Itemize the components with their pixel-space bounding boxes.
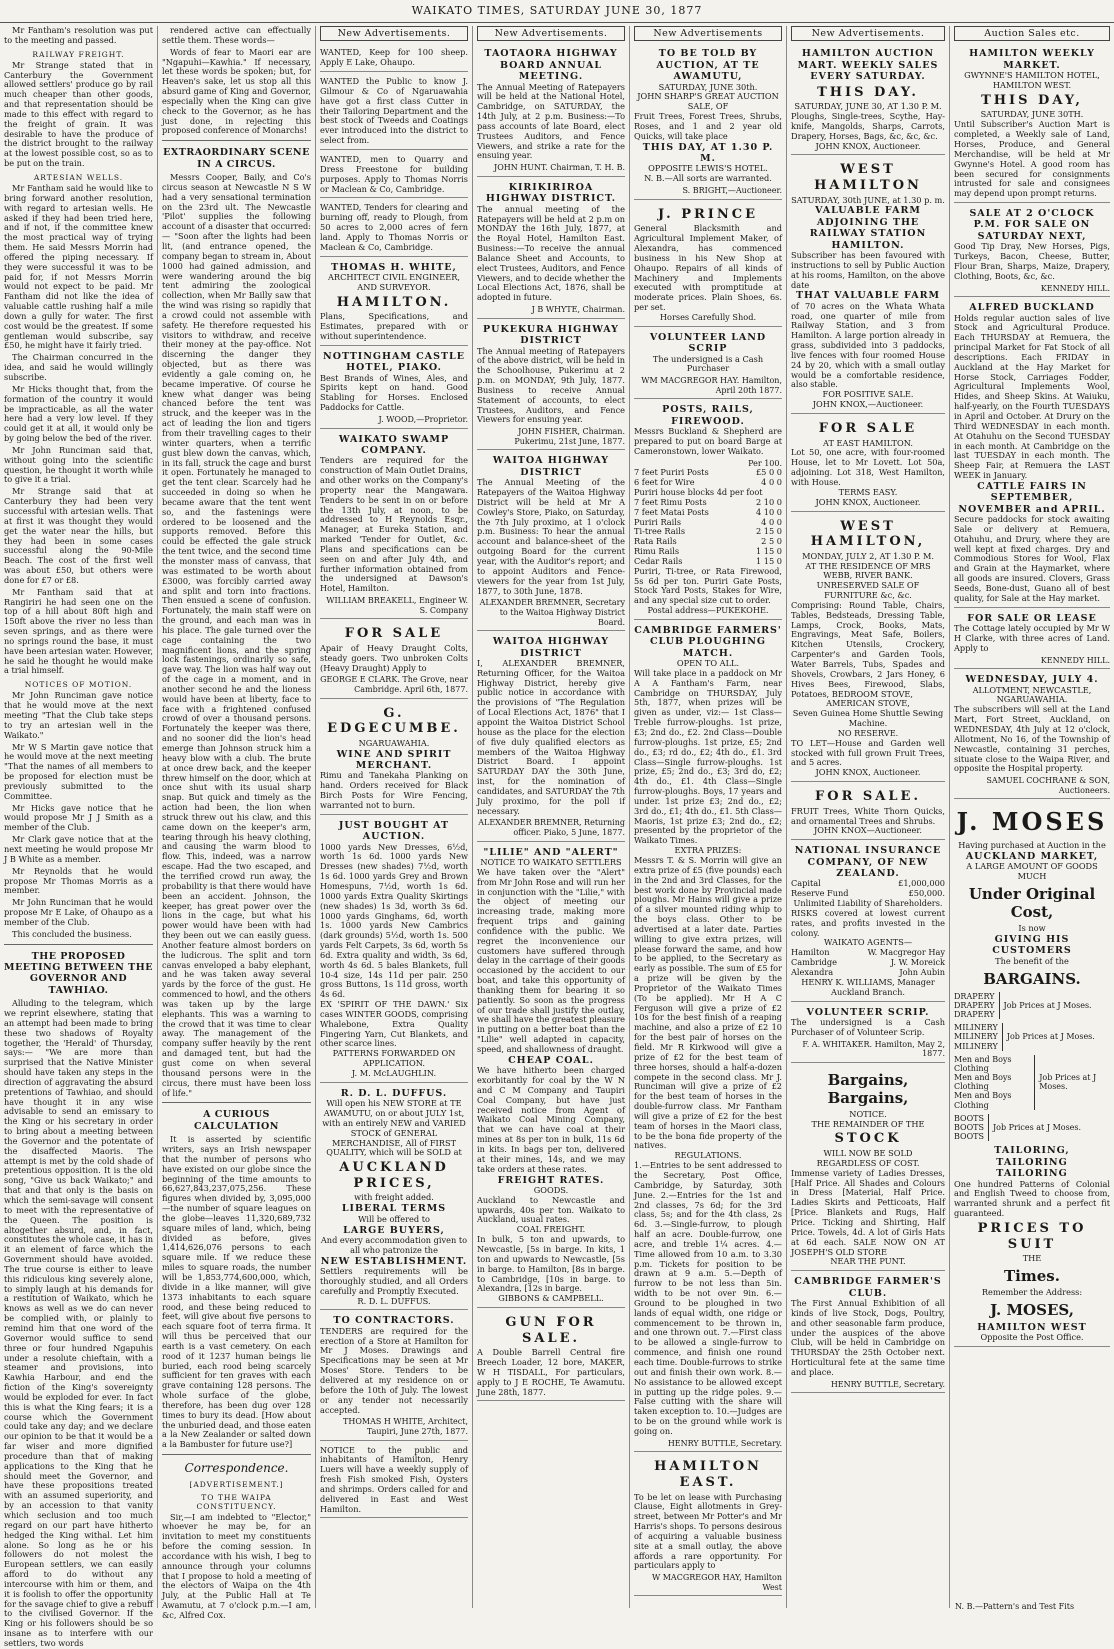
article-paragraph: Mr Fantham said that at Rangiriri he had seen one on the top of a hill about 80ft high and 150ft above the river no less than seven springs, and as there were no springs round the base, it must have been artesian water. However, he said he thought he would make a trial himself.	[4, 586, 153, 676]
advertisement: PUKEKURA HIGHWAY DISTRICT The Annual meeting of Ratepayers of the above district, will be held in the Schoolhouse, Pukerimu at 2 p.m. on MONDAY, 9th July, 1877. Business to receive Annual Statement of accounts, to elect Trustees, Auditors, and Fence Viewers for ensuing year. JOHN FISHER, Chairman. Pukerimu, 21st June, 1877.	[477, 321, 625, 451]
capital-list	[791, 879, 945, 899]
advertisement: WEST HAMILTON SATURDAY, 30th JUNE, at 1.30 p. m. VALUABLE FARM ADJOINING THE RAILWAY STATION HAMILTON. Subscriber has been favoured with instructions to sell by Public Auction at his rooms, Hamilton, on the above date THAT VALUABLE FARM of 70 acres on the Whata Whata road, one quarter of mile from Railway Station, and 3 from Hamilton. A large portion already in grass, subdivided into 3 paddocks, live fences with four roomed House 24 by 20, which with a small outlay would be a comfortable residence, also stable. FOR POSITIVE SALE. JOHN KNOX,—Auctioneer.	[791, 157, 945, 414]
agents-list	[791, 948, 945, 978]
ad-title: THOMAS H. WHITE,	[331, 261, 457, 273]
advertisement: WANTED, Tenders for clearing and burning off, ready to Plough, from 50 acres to 2,000 acres of fern land. Apply to Thomas Norris or Maclean & Co, Cambridge.	[320, 200, 468, 256]
ad-title: FOR SALE.	[815, 789, 921, 805]
ad-title: FOR SALE OR LEASE	[967, 612, 1097, 624]
column-heading: New Advertisements.	[791, 26, 945, 41]
ad-title: "LILIE" AND "ALERT"	[483, 846, 619, 858]
article-paragraph: It is asserted by scientific writers, says an Irish newspaper that the number of persons who have existed on our globe since the beginning of the time amounts to 66,627,843,237,075,256. These figures when divided by, 3,095,000—the number of square leagues on the globe—leaves 11,320,689,732 square miles of land, which, being divided as before, gives 1,414,626,076 persons to each square mile. If we reduce these miles to square roads, the number will be 1,853,774,600,000, which, divide in a like manner, will give 1373 inhabitants to each square rood, and these being reduced to feet, will give about five persons to each square foot of terra firma. It will thus be perceived that our earth is a vast cemetery. On each rood of it 1237 human beings lie buried, each rood being scarcely sufficient for ten graves with each grave containing 128 persons. The whole surface of the globe, therefore, has been dug over 128 times to bury its dead. [How about the unburied dead, and those eaten a la New Zealander or salted down a la Bambuster for future use?]	[162, 1134, 311, 1450]
advertisement: WEDNESDAY, JULY 4. ALLOTMENT, NEWCASTLE, NGARUAWAHIA. The subscribers will sell at the Land Mart, Fort Street, Auckland, on WEDNESDAY, 4th July at 12 o'clock, Allotment, No 16, of the Township of Newcastle, containing 31 perches, situate close to the Waipa River, and opposite the Hospital property. SAMUEL COCHRANE & SON, Auctioneers.	[954, 671, 1110, 799]
column-5	[630, 26, 787, 1608]
advertisement: FOR SALE OR LEASE The Cottage lately occupied by Mr W H Clarke, with three acres of Land. Apply to KENNEDY HILL.	[954, 610, 1110, 670]
price-groups	[954, 992, 1110, 1142]
advertisement: NATIONAL INSURANCE COMPANY, OF NEW ZEALAND. Capital £1,000,000 Reserve Fund £50,000. Unlimited Liability of Shareholders. RISKS covered at lowest current rates, and profits invested in the colony. WAIKATO AGENTS— Hamilton W. Macgregor Hay Cambridge J. W. Moreick Alexandra John Aubin HENRY K. WILLIAMS, Manager Auckland Branch.	[791, 842, 945, 1001]
advertisement: TAOTAORA HIGHWAY BOARD ANNUAL MEETING. The Annual Meeting of Ratepayers will be held at the National Hotel, Cambridge, on SATURDAY, the 14th July, at 2 p.m. Business:—To pass accounts of late Board, elect Trustees Auditors, and Fence Viewers, and strike a rate for the ensuing year. JOHN HUNT. Chairman, T. H. B.	[477, 45, 625, 177]
article-paragraph: Sir,—I am indebted to "Elector," whoever he may be, for an invitation to meet my constituents before the coming session. In accordance with his wish, I beg to announce through your columns that I propose to hold a meeting of the electors of Waipa on the 4th July, at the Public Hall at Te Awamutu, at 7 o'clock p.m.—I am, &c, Alfred Cox.	[162, 1511, 311, 1620]
agent-row: Hamilton W. Macgregor Hay	[791, 947, 945, 958]
advertisement: HAMILTON EAST. To be let on lease with Purchasing Clause, Eight allotments in Grey-street, between Mr Potter's and Mr Harris's shops. To persons desirous of acquiring a valuable business site at a small outlay, the above affords a rare opportunity. For particulars apply to W MACGREGOR HAY, Hamilton West	[634, 1454, 782, 1596]
subheading: TO THE WAIPA CONSTITUENCY.	[196, 1492, 277, 1511]
ad-title: PUKEKURA HIGHWAY DISTRICT	[483, 323, 619, 347]
advertisement: FOR SALE AT EAST HAMILTON. Lot 50, one acre, with four-roomed House, let to Mr Lovett. Lot 50a, adjoining. Lot 318, West Hamilton, with House. TERMS EASY. JOHN KNOX, Auctioneer.	[791, 416, 945, 512]
ad-title: R. D. L. DUFFUS.	[340, 1087, 448, 1099]
column-heading: New Advertisements.	[320, 26, 468, 41]
ad-title: TAOTAORA HIGHWAY BOARD ANNUAL MEETING.	[484, 48, 618, 83]
advertisement: NOTICE to the public and inhabitants of Hamilton, Henry Luers will have a weekly supply of fresh Fish smoked Fish, Oysters and shrimps. Orders called for and delivered in East and West Hamilton.	[320, 1443, 468, 1519]
article-title: THE PROPOSED MEETING BETWEEN THE GOVERNOR AND TAWHIAO.	[4, 950, 153, 996]
ad-title: TO CONTRACTORS.	[333, 1315, 455, 1327]
advertisement: SALE AT 2 O'CLOCK P.M. FOR SALE ON SATURDAY NEXT, Good Tip Dray, New Horses, Pigs, Turkeys, Bacon, Cheese, Butter, Flour Bran, Sharps, Maize, Drapery, Clothing, Boots, &c, &c. KENNEDY HILL.	[954, 205, 1110, 297]
article-paragraph: Mr Reynolds that he would propose Mr Thomas Morris as a member.	[4, 865, 153, 896]
ad-title: WAITOA HIGHWAY DISTRICT	[492, 455, 610, 478]
advertisement: GUN FOR SALE. A Double Barrell Central fire Breech Loader, 12 bore, MAKER, W H TISDALL, For particulars, apply to J E ROCHE, Te Awamutu. June 28th, 1877.	[477, 1310, 625, 1401]
ad-title: JUST BOUGHT AT AUCTION.	[338, 819, 450, 843]
article-title: A CURIOUS CALCULATION	[194, 1109, 279, 1132]
price-row: 7 feet Puriri Posts £5 0 0	[634, 467, 782, 478]
column-1	[0, 25, 158, 1648]
price-row: 6 feet for Wire 4 0 0	[634, 477, 782, 488]
price-group: BOOTS BOOTS BOOTS Job Prices at J Moses.	[954, 1113, 1082, 1142]
subheading: NOTICES OF MOTION.	[24, 680, 133, 690]
advertisement: J. PRINCE General Blacksmith and Agricultural Implement Maker, of Alexandra, has commenced business in his New Shop at Ohaupo. Repairs of all kinds of Machinery and Implements executed with promptitude at moderate prices. Plain Shoes, 6s. per set. Horses Carefully Shod.	[634, 202, 782, 327]
column-2	[158, 25, 316, 1620]
price-group: Men and Boys Clothing Men and Boys Clothing Men and Boys Clothing Job Prices at J Moses.	[954, 1054, 1097, 1110]
advertisement: CAMBRIDGE FARMERS' CLUB PLOUGHING MATCH. OPEN TO ALL. Will take place in a paddock on Mr A A Fantham's Farm, near Cambridge on THURSDAY, July 5th, 1877, when prizes will be given as under, viz:— 1st Class—Treble furrow-ploughs. 1st prize, £3; 2nd do., £2. 2nd Class—Double furrow-ploughs. 1st prize, £5; 2nd do., £3; rd do., £2; 4th do., £1. 3rd Class—Single furrow-ploughs. 1st prize, £5; 2nd do., £3; 3rd do, £2; 4th do., £1. 4th Class—Single furrow-ploughs. Boys, 17 years and under. 1st prize £3; 2nd do., £2; 3rd do., £1; 4th do., £1. 5th Class—Maoris, 1st prize £3; 2nd do., £2; presented by the proprietor of the Waikato Times. EXTRA PRIZES: Messrs T. & S. Morrin will give an extra prize of £5 (five pounds) each in the 2nd and 3rd Classes, for the best work done by Provincial made ploughs. Mr Hains will give a prize of a silver mounted riding whip to the boys class. Other to be advertised at a later date. Parties willing to give extra prizes, will please forward the same, and how to be applied, to the Secretary as early as possible. The sum of £5 for a prize will be given by the Proprietor of the Waikato Times (To be applied). Mr H A C Ferguson will give a prize of £2 10s for the best finish of a reaping machine, and also a prize of £2 10 for the best pair of horses on the field. Mr R Kirkwood will give a prize of £2 for the best team of three horses, should a half-a-dozen compete in the second class. Mr J. Runciman will give a prize of £2 for the best team of horses in the double-furrow class. Mr Fantham will give a prize of £2 for the best team of horses in the Maori class, to be the bona fide property of the natives. REGULATIONS. 1.—Entries to be sent addressed to the Secretary, Post Office, Cambridge, by Saturday, 30th June. 2.—Entries for the 1st and 2nd classes, 7s 6d; for the 3rd class, 5s; and for the 4th class, 2s 6d. 3.—Single-furrow, to plough half an acre. Double-furrow, one acre, and treble 1¼ acres. 4.—Time allowed from 10 a.m. to 3.30 p.m. Tickets for position to be drawn at 9 a.m. 5.—Depth of furrow to be not less than 5in. width to be not over 9in. 6.—Ground to be ploughed in two lands of equal width, one ridge or commencement to be thrown in, and one thrown out. 7.—First class to be allowed a single-furrow to commence, and finish one round each time. Double-furrows to strike out and finish their own work. 8.—No assistance to be allowed except in putting up the ridge poles. 9.—False cutting with the share will taken exception to. 10.—Judges are to be on the ground while work is going on. HENRY BUTTLE, Secretary.	[634, 622, 782, 1452]
advertisement: FOR SALE. FRUIT Trees, White Thorn Quicks, and ornamental Trees and Shrubs. JOHN KNOX—Auctioneer.	[791, 784, 945, 840]
advertisement: CAMBRIDGE FARMER'S CLUB. The First Annual Exhibition of all kinds of live Stock, Dogs, Poultry, and other seasonable farm produce, under the auspices of the above Club, will be held in Cambridge on THURSDAY the 25th October next. Horticultural fete at the same time and place. HENRY BUTTLE, Secretary.	[791, 1273, 945, 1393]
advertisement: HAMILTON AUCTION MART. WEEKLY SALES EVERY SATURDAY. THIS DAY. SATURDAY, JUNE 30, AT 1.30 P. M. Ploughs, Single-trees, Scythe, Hay-knife, Mangolds, Sharps, Carrots, Drapery, Horses, Bags, &c, &c, &c. JOHN KNOX, Auctioneer.	[791, 45, 945, 155]
advertisement: Bargains, Bargains, NOTICE. THE REMAINDER OF THE STOCK WILL NOW BE SOLD REGARDLESS OF COST. Immense variety of Ladies Dresses, [Half Price. All Shades and Colours in Dress [Material, Half Price. Ladies Skirts and Petticoats, Half [Price. Blankets and Rugs, Half Price. Ticking and Shirting, Half Price. Towels, 4d. A lot of Girls Hats at 6d each. SALE NOW ON AT JOSEPH'S OLD STORE NEAR THE PUNT.	[791, 1065, 945, 1271]
price-row: Rimu Rails 1 15 0	[634, 546, 782, 557]
subheading: [ADVERTISEMENT.]	[189, 1479, 284, 1489]
advertisement: FOR SALE Apair of Heavy Draught Colts, steady goers. Two unbroken Colts (Heavy Draught) Apply to GEORGE E CLARK. The Grove, near Cambridge. April 6th, 1877.	[320, 621, 468, 698]
article-paragraph: Mr Fantham said he would like to bring forward another resolution, with regard to artesian wells. He asked if they had been tried here, and if not, if the committee knew the most practical way of trying them. He said Messrs Morrin had offered the piping necessary. If they were successful it was to be paid for, if not Messrs Morrin would not expect to be paid. Mr Fantham did not like the idea of valuable cattle rushing half a mile down a gully for water. The first cost would be the greatest. If some gentleman would subscribe, say £50, he might have it fairly tried.	[4, 182, 153, 351]
ad-title: WAIKATO SWAMP COMPANY.	[338, 433, 450, 456]
divider	[162, 1102, 311, 1103]
price-row: Rata Rails 2 5 0	[634, 536, 782, 547]
article-paragraph: Mr Hicks gave notice that he would propose Mr J J Smith as a member of the Club.	[4, 802, 153, 833]
divider	[162, 140, 311, 141]
advertisement: THOMAS H. WHITE, ARCHITECT CIVIL ENGINEER, AND SURVEYOR. HAMILTON. Plans, Specifications, and Estimates, prepared with or without superintendence.	[320, 259, 468, 346]
article-paragraph: Messrs Cooper, Baily, and Co's circus season at Newcastle N S W had a very sensational termination on the 23rd ult. The Newcastle 'Pilot' supplies the following account of a disaster that occurred:— "Soon after the lights had been lit, (and entrance opened, the company began to stream in, About 1000 had gained admission, and were wandering around the big tent admiring the zoological collection, when Mr Bailly saw that the wind was rising so rapidly that a crowd could not assemble with safety. He therefore requested his visitors to withdraw, and receive their money at the pay-office. Not discerning the danger they objected, but as there was evidently a gale coming on, he became imperative. Of course he knew what danger was being chanced before the tent was struck, and the keeper was in the act of leading the lion and tigers from their travelling cages to their winter quarters, when a terrific gust blew down the canvas, which, in its fall, struck the cage and burst it open. Fortunately he managed to get the tent clear. Scarcely had he succeeded in doing so when he became aware that the tent went so, and the fastenings were ordered to be loosened and the supports removed. Before this could be effected the gale struck the tent twice, and the second time the monster mass of canvass, that was estimated to be worth about £3000, was forcibly carried away and split and torn into fractions. Then ensued a scene of confusion. Fortunately, the main staff were on the ground, and each man was in his place. The gale turned over the cage containing the two magnificent lions, and the spring lock fastenings, ordinarily so safe, gave way. The lion was half way out of the cage in a moment, and in another second he and the lioness would have been at liberty, face to face with a frightened confused crowd of over a thousand persons. Fortunately the keeper was there, and no sooner did the lion's head emerge than Johnson struck him a heavy blow with a club. The brute at once drew back, and the keeper threw himself on the door, which at once shut with its usual sharp snap. But quick and timely as the action had been, the lion when struck threw out his claw, and this came down on the keeper's arm, tearing through his heavy clothing, and causing the warm blood to flow. This, indeed, was a narrow escape. Had the two escaped, and the terrified crowd run away, the probability is that there would have been an accident. Johnson, the keeper, has great power over the lions in the cage, but what his power would have been with had they been out we can easily guess. Another feature almost borders on the ludicrous. The split and torn canvas enveloped a baby elephant, and he was taken away several yards by the force of the gust. He commenced to howl, and the others was taken up by the large elephants. This was a warning to the crowd that it was time to clear away. The management of the company suffer heavily by the rent and damaged tent, but had the gust come on when several thousand persons were in the circus, there must have been loss of life."	[162, 172, 311, 1098]
column-heading: Auction Sales etc.	[954, 26, 1110, 41]
article-paragraph: Mr Clark gave notice that at the next meeting he would propose Mr J B White as a member.	[4, 834, 153, 864]
article-paragraph: Mr W S Martin gave notice that he would move at the next meeting "That the names of all members to be proposed for election must be previously submitted to the Committee.	[4, 741, 153, 801]
price-row: Puriri house blocks 4d per foot	[634, 486, 763, 497]
ad-title: HAMILTON AUCTION MART. WEEKLY SALES EVERY SATURDAY.	[797, 48, 939, 83]
capital-row: Capital £1,000,000	[791, 878, 945, 889]
ad-title: VOLUNTEER LAND SCRIP	[649, 331, 767, 355]
price-row: Puriri Rails 4 0 0	[634, 516, 782, 527]
advertisement: VOLUNTEER SCRIP. The undersigned is a Cash Purchaser of of Volunteer Scrip. F. A. WHITAKER. Hamilton, May 2, 1877.	[791, 1004, 945, 1063]
ad-title: J. MOSES	[956, 807, 1108, 837]
agent-row: Alexandra John Aubin	[791, 967, 945, 977]
divider	[4, 944, 153, 945]
advertisement: HAMILTON WEEKLY MARKET. GWYNNE'S HAMILTON HOTEL, HAMILTON WEST. THIS DAY, SATURDAY, JUNE 30TH. Until Subscriber's Auction Mart is completed, a Weekly sale of Land, Horses, Produce, and General Merchandise, will be held at Mr Gwynne's Hotel. A good room has been secured for consignments intrusted for sale and consignees may depend upon prompt returns.	[954, 45, 1110, 203]
article-paragraph: Mr John Runciman gave notice that he would move at the next meeting "That the Club take steps to try an artesian well in the Waikato."	[4, 690, 153, 740]
ad-title: HAMILTON EAST.	[654, 1459, 762, 1490]
ad-title: POSTS, RAILS, FIREWOOD.	[662, 404, 754, 427]
section-title: Correspondence.	[184, 1461, 289, 1476]
advertisement: VOLUNTEER LAND SCRIP The undersigned is a Cash Purchaser WM MACGREGOR HAY. Hamilton, April 20th 1877.	[634, 329, 782, 400]
advertisement: NOTTINGHAM CASTLE HOTEL, PIAKO. Best Brands of Wines, Ales, and Spirits kept on hand. Good Stabling for Horses. Enclosed Paddocks for Cattle. J. WOOD,—Proprietor.	[320, 348, 468, 429]
article-paragraph: Mr Strange stated that in Canterbury the Government allowed settlers' produce go by rail much cheaper than other goods, and that representation should be made to this effect with regard to the freight of grain. It was desirable to have the produce of the district brought to the railway at the lowest possible cost, so as to be put on the train.	[4, 59, 153, 169]
advertisement: POSTS, RAILS, FIREWOOD. Messrs Buckland & Shepherd are prepared to put on board Barge at Cameronstown, lower Waikato. Per 100. 7 feet Puriri Posts £5 0 0 6 feet for Wire 4 0 0 Puriri house blocks 4d per foot 7 feet Rimu Posts 2 10 0 7 feet Matai Posts 4 10 0 Puriri Rails 4 0 0 Ti-tree Rails 2 15 0 Rata Rails 2 5 0 Rimu Rails 1 15 0 Cedar Rails 1 15 0 Puriri, Ti-tree, or Rata Firewood, 5s 6d per ton. Puriri Gate Posts, Stock Yard Posts, Stakes for Wire, and any special size cut to order. Postal address—PUKEKOHE.	[634, 401, 782, 620]
advertisement: WANTED the Public to know J. Gilmour & Co of Ngaruawahia have got a first class Cutter in their Tailoring Department and the best stock of Tweeds and Coatings ever introduced into the district to select from.	[320, 74, 468, 150]
article-paragraph: Alluding to the telegram, which we reprint elsewhere, stating that an attempt had been made to bring these two shadows of Royalty together, the 'Herald' of Thursday, says:— "We are more than surprised that the Native Minister should have taken any steps in the direction of aggravating the absurd pretentions of Tawhiao, and should have thought it in any wise advisable to send an emissary to the King or his secretary in order to bring about a meeting between the Governor and the potentate of the disaffected Maoris. The attempt is met by the cold shade of pretentious opposition. It is the old song, "Give us back Waikato;" and that and that only is the basis on which the semi-savage will consent to meet with the representative of the Queen. The position is altogether absurd, and, in fact, constitutes the whole case, it has in it an element of farce which the Government should have avoided. The true course is either to leave this ridiculous king severely alone, to simply laugh at his demands for a restitution of Waikato, which he knows as well as we do can never be complied with, or plainly to remind him that one word of the Governor would suffice to send three or four hundred Ngapuhis under a resolute chieftain, with a steamer and provisions, into Kawhia Harbour, and end the fiction of the King's sovereignty would be exploded for ever. In fact this is what the King fears; it is a course which the Government could take any day; and we declare our opinion to be that it would be a far wiser and more dignified procedure than that of making applications to the King that he should meet the Governor, and have these propositions treated with an assumed superiority, and by an accession to that vanity which seclusion and too much regard on our part have hitherto hedged the King withal. Let him alone. So long as he or his followers do not molest the European settlers, we can easily afford to do without any intercourse with him or them, and it is foolish to offer the opportunity for the savage chief to give a rebuff to the civilised Governor. If the King or his followers should be so insane as to interfere with our settlers, two words	[4, 998, 153, 1648]
advertisement: J. MOSES Having purchased at Auction in the AUCKLAND MARKET, A LARGE AMOUNT OF GOODS MUCH Under Original Cost, Is now GIVING HIS CUSTOMERS The benefit of the BARGAINS. DRAPERY DRAPERY DRAPERY Job Prices at J Moses. MILINERY MILINERY MILINERY Job Prices at J Moses. Men and Boys Clothing Men and Boys Clothing Men and Boys Clothing Job Prices at J Moses. BOOTS BOOTS BOOTS Job Prices at J Moses. TAILORING, TAILORING TAILORING One hundred Patterns of Colonial and English Tweed to choose from, warranted shrunk and a perfect fit guaranteed. PRICES TO SUIT THE Times. Remember the Address: J. MOSES, HAMILTON WEST Opposite the Post Office.	[954, 801, 1110, 1347]
price-group: DRAPERY DRAPERY DRAPERY Job Prices at J Moses.	[954, 991, 1092, 1019]
column-7	[950, 26, 1114, 1608]
article-paragraph: rendered active can effectually settle them. These words—	[162, 25, 311, 45]
column-heading: New Advertisements.	[477, 26, 625, 41]
article-paragraph: The Chairman concurred in the idea, and said he would willingly subscribe.	[4, 352, 153, 382]
advertisement: WAITOA HIGHWAY DISTRICT I, ALEXANDER BREMNER, Returning Officer, for the Waitoa Highway District, hereby give public notice in accordance with the provisions of "The Regulation of Local Elections Act, 1876" that I appoint the Waitoa District School house as the place for the election of five duly qualified electors as members of the Waitoa Highway District Board. I appoint SATURDAY DAY the 30th June, inst, for the nomination of candidates, and SATURDAY the 7th July proximo, for the poll if necessary. ALEXANDER BREMNER, Returning officer. Piako, 5 June, 1877.	[477, 633, 625, 841]
advertisement: KIRIKIRIROA HIGHWAY DISTRICT. The annual meeting of the Ratepayers will be held at 2 p.m on MONDAY the 16th July, 1877, at the Royal Hotel, Hamilton East. Business:—To receive the annual Balance Sheet and Accounts, to elect Trustees, Auditors, and Fence Viewers, and to decide whether the Local Elections Act, 1876, shall be adopted in future. J B WHYTE, Chairman.	[477, 179, 625, 319]
article-paragraph: Mr John Runciman that he would propose Mr E Lake, of Ohaupo as a member of the Club.	[4, 897, 153, 927]
advertisement: WANTED, Keep for 100 sheep. Apply E Lake, Ohaupo.	[320, 45, 468, 72]
subheading: ARTESIAN WELLS.	[33, 172, 124, 182]
ad-title: KIRIKIRIROA HIGHWAY DISTRICT.	[485, 181, 617, 205]
column-4	[473, 26, 630, 1608]
article-paragraph: Mr Strange said that at Canterbury they had been very successful with artesian wells. That at first it was thought they would get the water near the hills, but they had been in some cases successful along the 90-Mile Beach. The cost of the first well was about £50, but others were done for £7 or £8.	[4, 486, 153, 585]
price-row: Ti-tree Rails 2 15 0	[634, 526, 782, 537]
ad-title: J. PRINCE	[658, 206, 758, 222]
ad-title: SALE AT 2 O'CLOCK P.M. FOR SALE ON SATURDAY NEXT,	[969, 208, 1095, 242]
ad-title: NOTTINGHAM CASTLE HOTEL, PIAKO.	[323, 350, 465, 374]
advertisement: WAIKATO SWAMP COMPANY. Tenders are required for the construction of Main Outlet Drains, and other works on the Company's property near the Mangawara. Tenders to be sent in on or before the 13th July, at noon, to be addressed to H Reynolds Esqr., Manager, at Eureka Station, and marked 'Tender for Outlet, &c. Plans and specifications can be seen on and after July 4th, and further information obtained from the undersigned at Dawson's Hotel, Hamilton. WILLIAM BREAKELL, Engineer W. S. Company	[320, 431, 468, 620]
ad-title: WEST HAMILTON	[814, 162, 922, 193]
ad-title: GUN FOR SALE.	[505, 1315, 597, 1346]
advertisement: WEST HAMILTON, MONDAY, JULY 2, AT 1.30 P. M. AT THE RESIDENCE OF MRS WEBB, RIVER BANK. UNRESERVED SALE OF FURNITURE &c, &c. Comprising: Round Table, Chairs, Tables, Bedsteads, Dressing Table, Lamps, Crock, Books, Mats, Engravings, Meat Safe, Boilers, Kitchen Utensils, Crockery, Carpenter's and Garden Tools, Water Barrels, Tubs, Spades and Shovels, Crowbars, 2 Jars Honey, 6 Hives Bees, Firewood, Slabs, Potatoes, BEDROOM STOVE, AMERICAN STOVE, Seven Guinea Home Shuttle Sewing Machine. NO RESERVE. TO LET—House and Garden well stocked with full grown Fruit Trees, and 5 acres. JOHN KNOX, Auctioneer.	[791, 514, 945, 783]
price-group: MILINERY MILINERY MILINERY Job Prices at J Moses.	[954, 1023, 1095, 1051]
page-header: WAIKATO TIMES, SATURDAY JUNE 30, 1877	[0, 0, 1114, 23]
advertisement: WAITOA HIGHWAY DISTRICT The Annual Meeting of the Ratepayers of the Waitoa Highway District will be held at Mr A Cowley's Store, Piako, on Saturday, the 7th July proximo, at 1 o'clock p.m. Business: To hear the annual account and balance-sheet of the outgoing Board for the current year, with the Auditor's report; and to appoint Auditors and Fence-viewers for the year from 1st July, 1877, to 30th June, 1878. ALEXANDER BREMNER, Secretary to the Waitoa Highway District Board.	[477, 452, 625, 631]
price-row: Cedar Rails 1 15 0	[634, 555, 782, 566]
ad-title: CAMBRIDGE FARMERS' CLUB PLOUGHING MATCH.	[634, 624, 782, 659]
price-row: 7 feet Rimu Posts 2 10 0	[634, 496, 782, 507]
advertisement: TO CONTRACTORS. TENDERS are required for the erection of a Store at Hamilton for Mr J Moses. Drawings and Specifications may be seen at Mr Moses' Store. Tenders to be delivered at my residence on or before the 10th of July. The lowest or any tender not necessarily accepted. THOMAS H WHITE, Architect, Taupiri, June 27th, 1877.	[320, 1312, 468, 1440]
advertisement: R. D. L. DUFFUS. Will open his NEW STORE at TE AWAMUTU, on or about JULY 1st, with an entirely NEW and VARIED STOCK of GENERAL MERCHANDISE, All of FIRST QUALITY, which will be SOLD at AUCKLAND PRICES, with freight added. LIBERAL TERMS Will be offered to LARGE BUYERS, And every accommodation given to all who patronize the NEW ESTABLISHMENT. Settlers requirements will be thoroughly studied, and all Orders carefully and Promptly Executed. R. D. L. DUFFUS.	[320, 1085, 468, 1311]
article-title: EXTRAORDINARY SCENE IN A CIRCUS.	[163, 147, 310, 170]
divider	[162, 1454, 311, 1455]
advertisement: WANTED, men to Quarry and Dress Freestone for building purposes. Apply to Thomas Norris or Maclean & Co, Cambridge.	[320, 152, 468, 198]
article-paragraph: Mr John Runciman said that, without going into the scientific question, he thought it worth while to give it a trial.	[4, 444, 153, 485]
article-paragraph: Mr Fantham's resolution was put to the meeting and passed.	[4, 25, 153, 45]
column-heading: New Advertisements	[634, 26, 782, 41]
ad-title: WEST HAMILTON,	[810, 518, 926, 550]
ad-title: HAMILTON WEEKLY MARKET.	[969, 48, 1095, 71]
column-3	[316, 26, 473, 1608]
column-6	[787, 26, 950, 1608]
price-list	[634, 468, 782, 566]
ad-title: VOLUNTEER SCRIP.	[806, 1006, 930, 1018]
agent-row: Cambridge J. W. Moreick	[791, 957, 945, 968]
article-paragraph: Mr Hicks thought that, from the formation of the country it would be impracticable, as all the water here had a very low level. If they could get it at all, it would only be by going below the bed of the river.	[4, 383, 153, 444]
subheading: RAILWAY FREIGHT.	[32, 49, 125, 59]
capital-row: Reserve Fund £50,000.	[791, 888, 945, 899]
ad-title: FOR SALE	[344, 626, 444, 642]
ad-title: TO BE TOLD BY AUCTION, AT TE AWAMUTU,	[656, 48, 760, 83]
article-verse: Words of fear to Maori ear are "Ngapuhi—Kawhia." If necessary, let these words be spoken; but, for Heaven's sake, let us stop all this absurd game of King and Governor, especially when the King can give check to the Governor, as he has just done, in rejecting this proposed conference of Monarchs!	[162, 46, 311, 136]
ad-title: FOR SALE	[818, 421, 918, 437]
ad-title: CAMBRIDGE FARMER'S CLUB.	[794, 1276, 942, 1299]
ad-title: ALFRED BUCKLAND	[969, 302, 1095, 314]
advertisement: ALFRED BUCKLAND Holds regular auction sales of live Stock and Agricultural Produce. Each THURSDAY at Remuera, the principal Market for Fat Stock of all descriptions. Each FRIDAY in Auckland at the Hay Market for Horse Stock, Carriages Fodder, Agricultural Implements Wool, Hides, and Sheep Skins. At Waiuku, half-yearly, on the Fourth TUESDAYS in April and October. At Drury on the Third WEDNESDAY in each month. At Otahuhu on the Second TUESDAY in each month. At Cambridge on the last TUESDAY in each month. The Sheep Fair, at Remuera the LAST WEEK in January. CATTLE FAIRS IN SEPTEMBER, NOVEMBER and APRIL. Secure paddocks for stock awaiting Sale or delivery at Remuera, Otahuhu, and Drury, where they are well kept at fixed charges. Dry and Commodious Stores for Wool, Flax and Grain at the Haymarket, where all goods are insured. Clovers, Grass Seeds, Bone-dust, Guano all of best quality, for Sale at the Hay market.	[954, 299, 1110, 608]
advertisement: TO BE TOLD BY AUCTION, AT TE AWAMUTU, SATURDAY, JUNE 30th. JOHN SHARP'S GREAT AUCTION SALE, OF Fruit Trees, Forest Trees, Shrubs, Roses, and 1 and 2 year old Quicks, will take place THIS DAY, AT 1.30 P. M. OPPOSITE LEWIS'S HOTEL. N. B.—All sorts are warranted. S. BRIGHT,—Auctioneer.	[634, 45, 782, 199]
ad-title: G. EDGECUMBE.	[327, 705, 461, 737]
article-paragraph: This concluded the business.	[12, 928, 132, 939]
ad-title: WEDNESDAY, JULY 4.	[965, 674, 1099, 686]
ad-title: Bargains, Bargains,	[827, 1070, 909, 1107]
advertisement: "LILIE" AND "ALERT" NOTICE TO WAIKATO SETTLERS We have taken over the "Alert" from Mr John Rose and will run her in conjunction with the "Lilie," with the object of meeting our increasing trade, making more frequent trips and gaining confidence with the public. We regret the inconvenience our customers have suffered through delay in the carriage of their goods occasioned by the accident to our boat, and take this opportunity of thanking them for bearing it so patiently. So soon as the progress of our trade shall justify the outlay, we shall have the greatest pleasure in putting on a better boat than the "Lilie" well adapted in capacity, speed, and shallowness of draught. CHEAP COAL. We have hitherto been charged exorbitantly for coal by the W N and C M Company and Taupiri Coal Company, but have just received notice from Agent of Waikato Coal Mining Company, that we can have coal at their mines at 8s per ton in bulk, 11s 6d in kits. In bags per ton, delivered at their mines, 14s, and we may take orders at these rates. FREIGHT RATES. GOODS. Auckland to Newcastle and upwards, 40s per ton. Waikato to Auckland, usual rates. COAL FREIGHT. In bulk, 5 ton and upwards, to Newcastle, [5s in barge. In kits, 1 ton and upwards to Newcastle, [5s in barge. to Hamilton, [8s in barge. to Cambridge, [10s in barge. to Alexandra, [12s in barge. GIBBONS & CAMPBELL.	[477, 844, 625, 1308]
price-row: 7 feet Matai Posts 4 10 0	[634, 506, 782, 517]
ad-title: NATIONAL INSURANCE COMPANY, OF NEW ZEALAND.	[794, 845, 942, 880]
ad-title: WAITOA HIGHWAY DISTRICT	[492, 636, 610, 659]
footer-note: N. B.—Pattern's and Test Fits	[955, 1602, 1075, 1611]
advertisement: JUST BOUGHT AT AUCTION. 1000 yards New Dresses, 6½d, worth 1s 6d. 1000 yards New Dresses (new shades) 7½d, worth 1s 6d. 1000 yards Grey and Brown Homespuns, 7½d, worth 1s 6d. 1000 yards Extra Quality Skirtings (new shades) 1s 3d, worth 3s 6d. 1000 yards Ginghams, 6d, worth 1s. 1000 yards New Cambrics (dark grounds) 5½d, worth 1s. 500 yards Felt Carpets, 3s 6d, worth 5s 6d. Extra quality and width, 3s 6d, worth 4s 6d. 5 bales Blankets, full 10-4 size, 14s 11d per pair. 250 gross Buttons, 1s 11d gross, worth 4s 6d. EX 'SPIRIT OF THE DAWN.' Six cases WINTER GOODS, comprising Whalebone, Extra Quality Fingering Yarn, Cut Blankets, and other scarce lines. PATTERNS FORWARDED ON APPLICATION. J. M. McLAUGHLIN.	[320, 817, 468, 1083]
advertisement: G. EDGECUMBE. NGARUAWAHIA. WINE AND SPIRIT MERCHANT. Rimu and Tanekaha Planking on hand. Orders received for Black Birch Posts for Wire Fencing, warranted not to burn.	[320, 701, 468, 815]
